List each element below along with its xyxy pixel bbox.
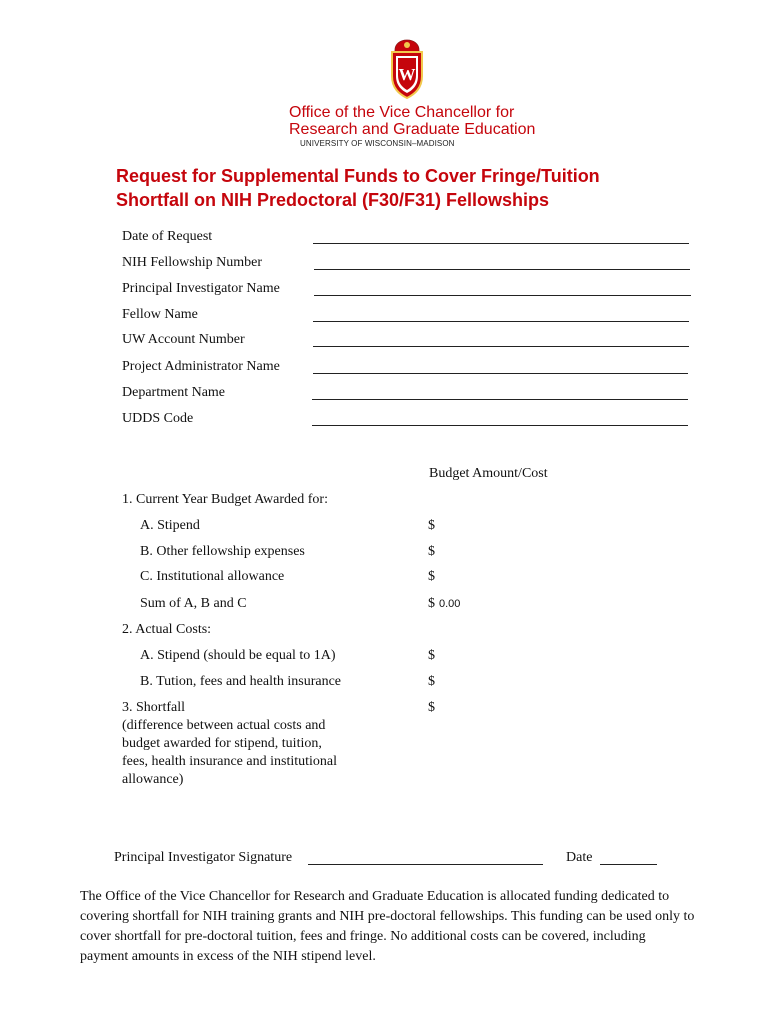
dollar-sign: $	[428, 700, 435, 715]
label-actual-tuition: B. Tution, fees and health insurance	[140, 674, 342, 689]
amount-actual-stipend-input[interactable]	[428, 648, 435, 664]
field-input-udds-code[interactable]	[312, 425, 688, 426]
dollar-sign: $	[428, 648, 435, 663]
field-input-department-name[interactable]	[312, 399, 688, 400]
field-label-fellow-name: Fellow Name	[122, 307, 198, 322]
footer-paragraph	[80, 887, 760, 967]
footer-line3: cover shortfall for pre-doctoral tuition, fees and fringe. No additional costs can be covered, including	[80, 929, 646, 944]
shortfall-note-line2: budget awarded for stipend, tuition,	[122, 736, 322, 751]
section-shortfall: 3. Shortfall	[122, 700, 185, 715]
dollar-sign: $	[428, 569, 435, 584]
date-label: Date	[566, 850, 593, 865]
field-input-project-administrator[interactable]	[313, 373, 688, 374]
label-institutional-allowance: C. Institutional allowance	[140, 569, 285, 584]
date-input[interactable]	[600, 864, 657, 865]
amount-other-expenses-input[interactable]	[428, 544, 435, 560]
section-actual-costs: 2. Actual Costs:	[122, 622, 212, 637]
field-label-date-of-request: Date of Request	[122, 229, 213, 244]
field-label-udds-code: UDDS Code	[122, 411, 194, 426]
form-title-line1: Request for Supplemental Funds to Cover Fringe/Tuition	[116, 166, 600, 186]
budget-column-header: Budget Amount/Cost	[429, 466, 548, 481]
field-input-fellow-name[interactable]	[313, 321, 689, 322]
amount-stipend-input[interactable]	[428, 518, 435, 534]
office-name-line2: Research and Graduate Education	[289, 121, 536, 138]
field-input-uw-account-number[interactable]	[313, 346, 689, 347]
shortfall-note-line1: (difference between actual costs and	[122, 718, 326, 733]
signature-input[interactable]	[308, 864, 543, 865]
sum-value: 0.00	[439, 598, 461, 610]
amount-sum-field	[428, 596, 460, 612]
footer-line1: The Office of the Vice Chancellor for Research and Graduate Education is allocated funding dedicated to	[80, 889, 670, 904]
shortfall-note-line3: fees, health insurance and institutional	[122, 754, 337, 769]
footer-line2: covering shortfall for NIH training grants and NIH pre-doctoral fellowships. This funding can be used only to	[80, 909, 695, 924]
dollar-sign: $	[428, 674, 435, 689]
form-title-line2: Shortfall on NIH Predoctoral (F30/F31) Fellowships	[116, 190, 550, 210]
dollar-sign: $	[428, 544, 435, 559]
dollar-sign: $	[428, 518, 435, 533]
field-label-nih-fellowship-number: NIH Fellowship Number	[122, 255, 262, 270]
crest-letter: W	[398, 65, 416, 84]
field-input-pi-name[interactable]	[314, 295, 691, 296]
dollar-sign: $	[428, 596, 435, 611]
amount-shortfall-input[interactable]	[428, 700, 435, 716]
field-label-department-name: Department Name	[122, 385, 226, 400]
field-input-nih-fellowship-number[interactable]	[314, 269, 690, 270]
footer-line4: payment amounts in excess of the NIH stipend level.	[80, 949, 376, 964]
field-label-pi-name: Principal Investigator Name	[122, 281, 280, 296]
amount-institutional-allowance-input[interactable]	[428, 569, 435, 585]
field-input-date-of-request[interactable]	[313, 243, 689, 244]
university-name: UNIVERSITY OF WISCONSIN–MADISON	[300, 139, 455, 148]
uw-crest-logo	[387, 38, 427, 100]
label-other-expenses: B. Other fellowship expenses	[140, 544, 305, 559]
label-actual-stipend: A. Stipend (should be equal to 1A)	[140, 648, 336, 663]
shortfall-note-line4: allowance)	[122, 772, 184, 787]
field-label-project-administrator: Project Administrator Name	[122, 359, 280, 374]
office-name-line1: Office of the Vice Chancellor for	[289, 104, 515, 121]
field-label-uw-account-number: UW Account Number	[122, 332, 245, 347]
section-current-year-budget: 1. Current Year Budget Awarded for:	[122, 492, 328, 507]
label-stipend: A. Stipend	[140, 518, 200, 533]
label-sum: Sum of A, B and C	[140, 596, 247, 611]
signature-label: Principal Investigator Signature	[114, 850, 293, 865]
amount-actual-tuition-input[interactable]	[428, 674, 435, 690]
